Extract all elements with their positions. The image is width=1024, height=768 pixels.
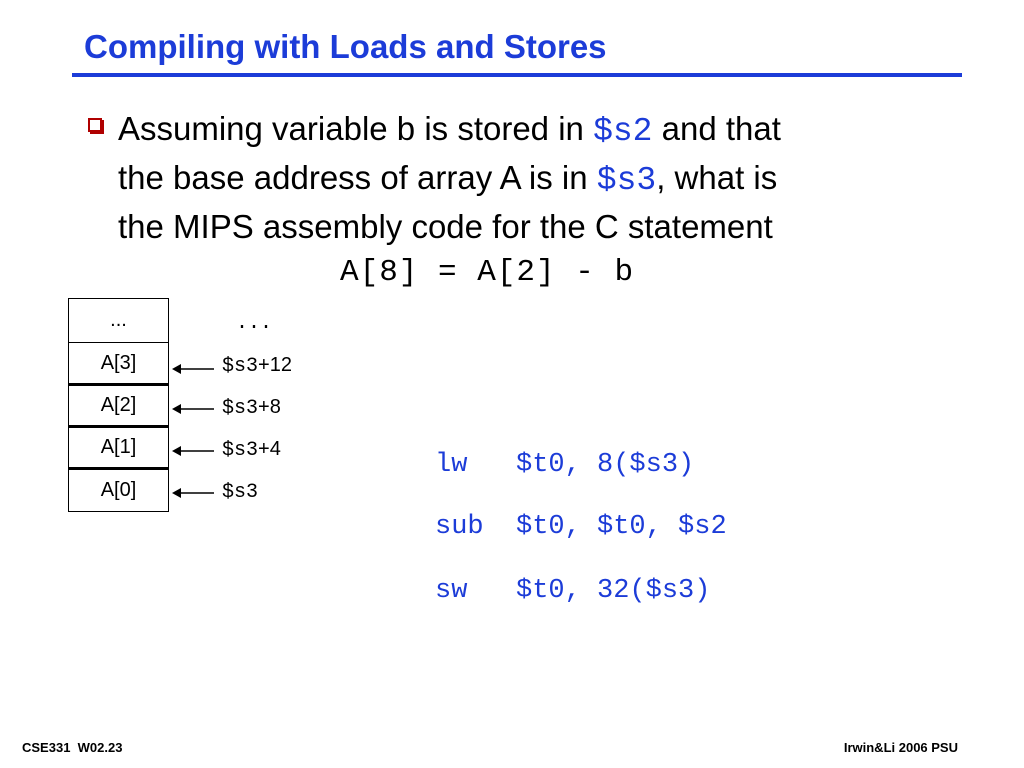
checkbox-bullet-icon (88, 118, 102, 132)
address-ellipsis: ... (236, 312, 273, 335)
left-arrow-icon (172, 486, 214, 500)
address-a2-offset: +8 (258, 396, 281, 418)
left-arrow-icon (172, 402, 214, 416)
title-underline (72, 73, 962, 77)
register-s3: $s3 (596, 162, 657, 199)
address-a3-register: $s3 (222, 355, 259, 378)
bullet-line-3: the MIPS assembly code for the C statement (118, 208, 773, 245)
code-line-sw: sw $t0, 32($s3) (435, 576, 711, 606)
memory-cell-a0: A[0] (68, 468, 169, 512)
bullet-line-1-tail: and that (652, 110, 781, 147)
address-a1-offset: +4 (258, 438, 281, 460)
address-a2-register: $s3 (222, 397, 259, 420)
left-arrow-icon (172, 444, 214, 458)
memory-cell-a2: A[2] (68, 384, 169, 426)
memory-cell-a1: A[1] (68, 426, 169, 468)
code-line-sub: sub $t0, $t0, $s2 (435, 512, 727, 542)
memory-cell-a3: A[3] (68, 342, 169, 384)
slide-title: Compiling with Loads and Stores (84, 28, 607, 65)
bullet-text (118, 106, 938, 250)
memory-cell-ellipsis: ... (68, 298, 169, 342)
bullet-line-2 (118, 155, 938, 204)
register-s2: $s2 (593, 113, 653, 150)
address-a0-register: $s3 (222, 481, 259, 504)
address-a0 (222, 480, 258, 504)
bullet-line-1-text: Assuming variable b is stored in (118, 110, 594, 147)
address-a2 (222, 396, 281, 420)
address-a3 (222, 354, 292, 378)
left-arrow-icon (172, 362, 214, 376)
address-a3-offset: +12 (258, 354, 292, 376)
c-statement: A[8] = A[2] - b (340, 255, 635, 290)
bullet-line-1 (118, 106, 938, 155)
address-a1 (222, 438, 281, 462)
code-line-lw: lw $t0, 8($s3) (435, 450, 695, 480)
bullet-line-2-tail: , what is (656, 159, 778, 196)
address-a1-register: $s3 (222, 439, 259, 462)
footer-course: CSE331 W02.23 (22, 740, 123, 755)
bullet-line-2-text: the base address of array A is in (118, 159, 597, 196)
footer-author: Irwin&Li 2006 PSU (843, 740, 958, 755)
